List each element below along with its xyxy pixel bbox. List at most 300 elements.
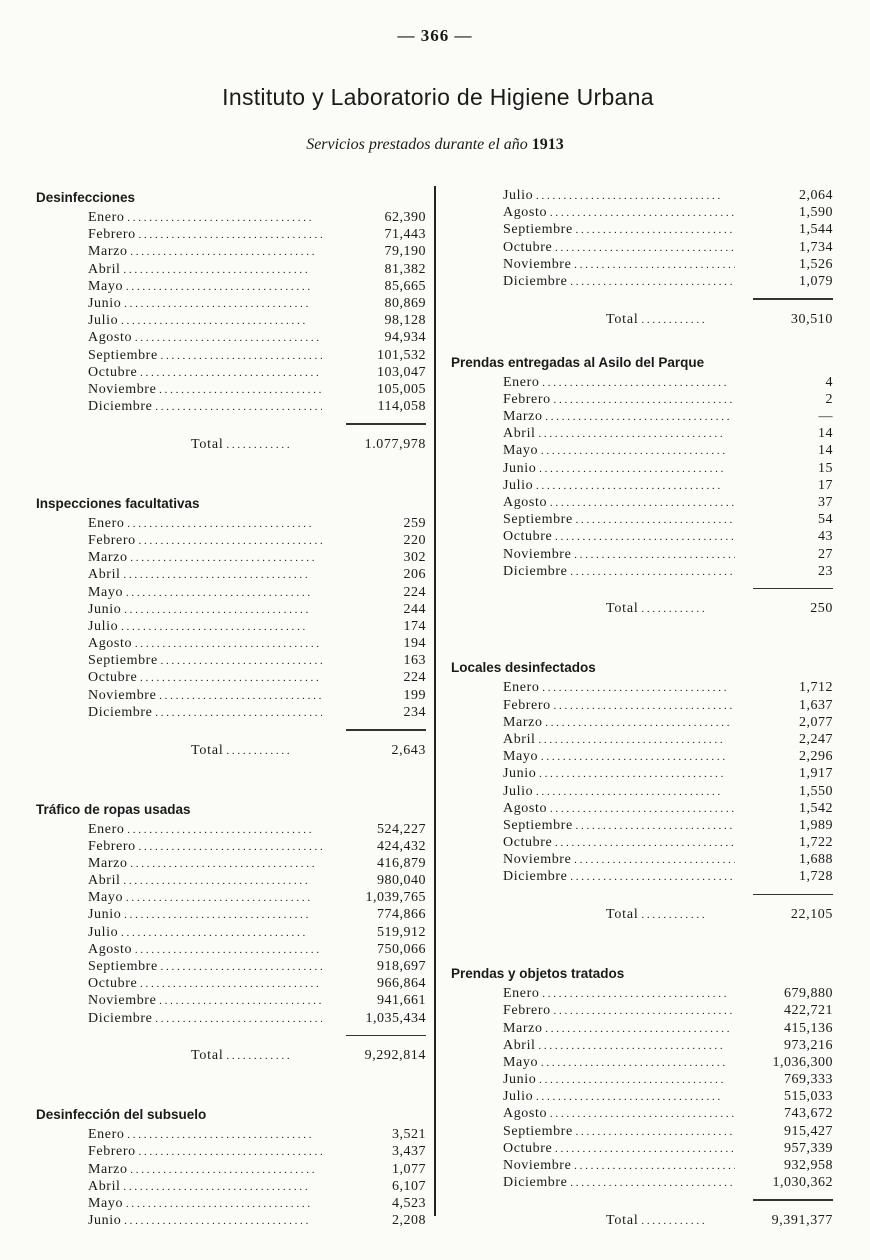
month-label: Julio . . . [88, 924, 322, 941]
month-label: Enero . . . [88, 515, 322, 532]
month-value: 774,866 [377, 907, 426, 923]
month-value: 915,427 [784, 1123, 833, 1139]
month-label: Mayo . . . [88, 278, 322, 295]
month-label: Enero . . . [88, 821, 322, 838]
month-value: 1,550 [799, 783, 833, 799]
month-label: Febrero . . . [88, 1143, 322, 1160]
section-title: Locales desinfectados [451, 660, 596, 676]
month-label: Mayo . . . [88, 889, 322, 906]
month-label: Julio . . . [503, 477, 735, 494]
month-label: Noviembre . . . [88, 992, 322, 1009]
month-value: 234 [403, 704, 426, 720]
table-row [451, 765, 833, 782]
table-row [451, 187, 833, 204]
subtitle-text: Servicios prestados durante el año [306, 136, 528, 153]
table-row [451, 1105, 833, 1122]
month-label: Octubre . . . [88, 975, 322, 992]
month-label: Enero . . . [88, 209, 322, 226]
month-value: 1,688 [799, 852, 833, 868]
month-label: Junio . . . [88, 1212, 322, 1229]
section-rows [451, 374, 833, 580]
month-label: Noviembre . . . [503, 546, 735, 563]
month-label: Noviembre . . . [88, 687, 322, 704]
month-label: Abril . . . [88, 1178, 322, 1195]
month-value: 1,544 [799, 222, 833, 238]
month-label: Enero . . . [503, 679, 735, 696]
table-row [36, 601, 426, 618]
table-row [36, 924, 426, 941]
month-value: 6,107 [392, 1178, 426, 1194]
month-value: 220 [403, 532, 426, 548]
month-label: Junio . . . [88, 906, 322, 923]
month-value: 769,333 [784, 1072, 833, 1088]
table-row [451, 563, 833, 580]
month-value: 15 [818, 460, 833, 476]
month-label: Febrero . . . [503, 391, 735, 408]
month-label: Febrero . . . [503, 1002, 735, 1019]
month-label: Julio . . . [88, 618, 322, 635]
table-row [36, 295, 426, 312]
month-label: Abril . . . [88, 872, 322, 889]
month-value: 54 [818, 512, 833, 528]
table-row [36, 958, 426, 975]
table-row [451, 494, 833, 511]
total-value: 250 [810, 601, 833, 617]
month-label: Julio . . . [503, 1088, 735, 1105]
month-label: Marzo . . . [88, 1161, 322, 1178]
section-rows [36, 209, 426, 415]
table-row [36, 515, 426, 532]
month-value: 23 [818, 563, 833, 579]
month-label: Junio . . . [88, 601, 322, 618]
month-label: Abril . . . [503, 731, 735, 748]
month-value: 81,382 [384, 261, 426, 277]
section-rows [36, 1126, 426, 1229]
month-label: Octubre . . . [503, 239, 735, 256]
month-label: Enero . . . [503, 985, 735, 1002]
total-row [451, 905, 833, 925]
month-label: Octubre . . . [503, 528, 735, 545]
table-row [451, 460, 833, 477]
month-value: 194 [403, 636, 426, 652]
section-asilo [451, 352, 833, 620]
table-row [451, 1071, 833, 1088]
month-value: 1,036,300 [772, 1054, 833, 1070]
table-row [451, 985, 833, 1002]
month-value: 101,532 [377, 347, 426, 363]
month-value: 932,958 [784, 1158, 833, 1173]
month-value: 259 [403, 515, 426, 531]
total-rule [346, 729, 426, 731]
table-row [36, 566, 426, 583]
month-value: 224 [403, 670, 426, 686]
table-row [451, 477, 833, 494]
month-value: 206 [403, 567, 426, 583]
table-row [36, 1178, 426, 1195]
month-value: 2,077 [799, 714, 833, 730]
table-row [36, 1126, 426, 1143]
table-row [451, 273, 833, 290]
table-row [451, 1157, 833, 1174]
table-row [36, 532, 426, 549]
month-value: 94,934 [384, 330, 426, 346]
table-row [36, 1161, 426, 1178]
month-value: 244 [403, 601, 426, 617]
table-row [36, 347, 426, 364]
month-label: Febrero . . . [503, 697, 735, 714]
month-value: 3,521 [392, 1127, 426, 1143]
month-label: Agosto . . . [503, 204, 735, 221]
month-value: 973,216 [784, 1037, 833, 1053]
table-row [451, 834, 833, 851]
month-value: 424,432 [377, 838, 426, 854]
total-value: 9,292,814 [364, 1048, 426, 1064]
month-value: 80,869 [384, 295, 426, 311]
total-label: Total . . . [606, 599, 741, 619]
month-value: 1,637 [799, 697, 833, 713]
total-label: Total . . . [191, 435, 326, 455]
month-value: 17 [818, 477, 833, 493]
table-row [451, 697, 833, 714]
total-value: 1.077,978 [364, 436, 426, 452]
table-row [36, 261, 426, 278]
section-subsuelo-continued [451, 187, 833, 330]
table-row [36, 398, 426, 415]
table-row [451, 374, 833, 391]
section-title: Inspecciones facultativas [36, 495, 200, 511]
month-value: 1,542 [799, 800, 833, 816]
table-row [451, 748, 833, 765]
section-title: Desinfecciones [36, 190, 136, 205]
month-value: 1,035,434 [365, 1010, 426, 1026]
month-value: 1,734 [799, 239, 833, 255]
month-value: 1,039,765 [365, 890, 426, 906]
table-row [36, 669, 426, 686]
table-row [36, 687, 426, 704]
total-value: 9,391,377 [771, 1212, 833, 1228]
table-row [451, 1054, 833, 1071]
section-rows [451, 985, 833, 1191]
month-value: 743,672 [784, 1106, 833, 1122]
table-row [451, 239, 833, 256]
section-locales [451, 657, 833, 925]
table-row [451, 1088, 833, 1105]
table-row [36, 1010, 426, 1027]
month-label: Febrero . . . [88, 838, 322, 855]
table-row [451, 1002, 833, 1019]
table-row [36, 652, 426, 669]
month-value: 163 [403, 653, 426, 669]
month-label: Marzo . . . [503, 408, 735, 425]
table-row [451, 800, 833, 817]
table-row [36, 941, 426, 958]
month-value: 1,712 [799, 680, 833, 696]
month-label: Junio . . . [503, 765, 735, 782]
total-rule [346, 1035, 426, 1037]
month-value: 27 [818, 546, 833, 562]
month-label: Mayo . . . [503, 748, 735, 765]
section-rows [451, 187, 833, 290]
month-value: 224 [403, 584, 426, 600]
month-label: Diciembre . . . [503, 1174, 735, 1191]
right-column [451, 187, 833, 1231]
month-label: Septiembre . . . [503, 817, 735, 834]
total-row [36, 435, 426, 455]
section-desinfecciones [36, 187, 426, 455]
month-value: 416,879 [377, 855, 426, 871]
month-value: 415,136 [784, 1020, 833, 1036]
table-row [36, 1212, 426, 1229]
month-value: 941,661 [377, 993, 426, 1009]
page-subtitle [0, 136, 870, 154]
table-row [36, 855, 426, 872]
table-row [36, 226, 426, 243]
month-value: 2,296 [799, 749, 833, 765]
table-row [451, 204, 833, 221]
month-label: Septiembre . . . [503, 221, 735, 238]
total-rule [753, 588, 833, 590]
total-label: Total . . . [606, 1211, 741, 1231]
table-row [36, 872, 426, 889]
table-row [451, 528, 833, 545]
month-label: Marzo . . . [88, 549, 322, 566]
table-row [36, 243, 426, 260]
table-row [451, 679, 833, 696]
total-row [451, 599, 833, 619]
table-row [36, 364, 426, 381]
month-value: 43 [818, 529, 833, 545]
table-row [36, 1195, 426, 1212]
section-title: Prendas entregadas al Asilo del Parque [451, 354, 705, 370]
month-value: 1,917 [799, 766, 833, 782]
month-value: 14 [818, 443, 833, 459]
total-row [451, 310, 833, 330]
section-trafico [36, 799, 426, 1067]
month-value: 14 [818, 426, 833, 442]
table-row [451, 731, 833, 748]
month-value: 3,437 [392, 1144, 426, 1160]
month-label: Septiembre . . . [88, 652, 322, 669]
section-title: Prendas y objetos tratados [451, 966, 625, 982]
month-value: 199 [403, 687, 426, 703]
table-row [451, 511, 833, 528]
month-value: 679,880 [784, 986, 833, 1002]
month-label: Abril . . . [88, 566, 322, 583]
month-value: 85,665 [384, 278, 426, 294]
table-row [451, 783, 833, 800]
section-rows [36, 821, 426, 1027]
month-label: Mayo . . . [88, 1195, 322, 1212]
table-row [451, 442, 833, 459]
table-row [451, 425, 833, 442]
table-row [451, 1174, 833, 1191]
total-value: 22,105 [790, 907, 833, 923]
month-value: 114,058 [377, 399, 426, 415]
month-value: 71,443 [384, 227, 426, 243]
table-row [451, 1020, 833, 1037]
table-row [36, 821, 426, 838]
table-row [451, 221, 833, 238]
page-number: — 366 — [397, 26, 473, 45]
section-inspecciones [36, 493, 426, 761]
month-label: Octubre . . . [88, 364, 322, 381]
month-label: Marzo . . . [88, 243, 322, 260]
section-rows [36, 515, 426, 721]
month-label: Julio . . . [503, 187, 735, 204]
month-value: 918,697 [377, 959, 426, 974]
section-subsuelo [36, 1104, 426, 1229]
month-value: 966,864 [377, 976, 426, 992]
month-value: 519,912 [377, 924, 426, 940]
month-label: Agosto . . . [503, 800, 735, 817]
total-label: Total . . . [606, 905, 741, 925]
table-row [36, 618, 426, 635]
total-value: 30,510 [790, 311, 833, 327]
month-label: Octubre . . . [88, 669, 322, 686]
table-row [451, 817, 833, 834]
month-value: 750,066 [377, 941, 426, 957]
month-label: Noviembre . . . [503, 256, 735, 273]
subtitle-year: 1913 [531, 136, 564, 153]
month-value: 980,040 [377, 873, 426, 889]
month-label: Noviembre . . . [503, 1157, 735, 1174]
month-value: 1,590 [799, 205, 833, 221]
total-row [36, 741, 426, 761]
month-label: Julio . . . [503, 783, 735, 800]
month-label: Abril . . . [503, 425, 735, 442]
month-label: Octubre . . . [503, 1140, 735, 1157]
table-row [451, 714, 833, 731]
month-label: Junio . . . [503, 1071, 735, 1088]
month-label: Septiembre . . . [503, 511, 735, 528]
month-label: Marzo . . . [503, 1020, 735, 1037]
month-value: 1,079 [799, 273, 833, 289]
month-label: Mayo . . . [503, 1054, 735, 1071]
month-value: 1,728 [799, 869, 833, 885]
month-value: 103,047 [377, 364, 426, 380]
month-label: Abril . . . [503, 1037, 735, 1054]
month-value: 2,064 [799, 188, 833, 203]
month-value: 37 [818, 494, 833, 510]
table-row [451, 256, 833, 273]
month-label: Mayo . . . [88, 584, 322, 601]
month-label: Septiembre . . . [88, 347, 322, 364]
table-row [36, 975, 426, 992]
section-prendas [451, 963, 833, 1231]
month-label: Noviembre . . . [88, 381, 322, 398]
table-row [451, 1037, 833, 1054]
table-row [451, 546, 833, 563]
total-value: 2,643 [391, 742, 426, 758]
column-divider [434, 186, 436, 1216]
month-label: Enero . . . [503, 374, 735, 391]
month-value: 302 [403, 550, 426, 566]
month-label: Agosto . . . [88, 941, 322, 958]
table-row [451, 851, 833, 868]
month-value: 1,030,362 [772, 1175, 833, 1191]
total-rule [346, 423, 426, 425]
month-value: 524,227 [377, 821, 426, 837]
total-label: Total . . . [606, 310, 741, 330]
total-rule [753, 894, 833, 896]
table-row [36, 906, 426, 923]
table-row [36, 704, 426, 721]
table-row [36, 635, 426, 652]
total-label: Total . . . [191, 1046, 326, 1066]
month-label: Mayo . . . [503, 442, 735, 459]
section-title: Tráfico de ropas usadas [36, 801, 191, 817]
month-value: 2 [825, 391, 833, 407]
total-row [451, 1211, 833, 1231]
left-column [36, 187, 426, 1229]
month-value: 2,247 [799, 731, 833, 747]
table-row [451, 868, 833, 885]
month-label: Febrero . . . [88, 226, 322, 243]
section-rows [451, 679, 833, 885]
month-value: 98,128 [384, 313, 426, 329]
month-label: Agosto . . . [88, 329, 322, 346]
month-value: 105,005 [377, 381, 426, 397]
table-row [36, 584, 426, 601]
month-label: Septiembre . . . [503, 1123, 735, 1140]
month-value: 62,390 [384, 210, 426, 225]
month-value: 79,190 [384, 244, 426, 260]
table-row [36, 549, 426, 566]
month-value: 1,077 [392, 1161, 426, 1177]
table-row [36, 278, 426, 295]
table-row [36, 209, 426, 226]
month-label: Diciembre . . . [503, 563, 735, 580]
month-value: — [818, 409, 833, 424]
month-value: 422,721 [784, 1003, 833, 1019]
month-value: 1,722 [799, 835, 833, 851]
month-label: Diciembre . . . [88, 1010, 322, 1027]
table-row [36, 992, 426, 1009]
month-label: Julio . . . [88, 312, 322, 329]
table-row [36, 329, 426, 346]
total-rule [753, 298, 833, 300]
month-label: Junio . . . [503, 460, 735, 477]
month-label: Febrero . . . [88, 532, 322, 549]
month-value: 1,526 [799, 256, 833, 272]
month-label: Marzo . . . [503, 714, 735, 731]
total-rule [753, 1199, 833, 1201]
month-label: Agosto . . . [88, 635, 322, 652]
table-row [451, 1140, 833, 1157]
month-label: Abril . . . [88, 261, 322, 278]
month-label: Diciembre . . . [88, 398, 322, 415]
total-row [36, 1046, 426, 1066]
month-value: 1,989 [799, 817, 833, 833]
month-label: Enero . . . [88, 1126, 322, 1143]
table-row [36, 889, 426, 906]
month-label: Diciembre . . . [503, 273, 735, 290]
month-value: 4,523 [392, 1196, 426, 1211]
month-label: Octubre . . . [503, 834, 735, 851]
month-label: Agosto . . . [503, 1105, 735, 1122]
month-label: Septiembre . . . [88, 958, 322, 975]
month-value: 174 [403, 618, 426, 634]
total-label: Total . . . [191, 741, 326, 761]
month-value: 515,033 [784, 1089, 833, 1105]
month-value: 2,208 [392, 1213, 426, 1229]
table-row [36, 312, 426, 329]
table-row [451, 1123, 833, 1140]
page-title: Instituto y Laboratorio de Higiene Urbana [222, 84, 654, 110]
month-label: Agosto . . . [503, 494, 735, 511]
section-title: Desinfección del subsuelo [36, 1107, 207, 1123]
month-label: Junio . . . [88, 295, 322, 312]
